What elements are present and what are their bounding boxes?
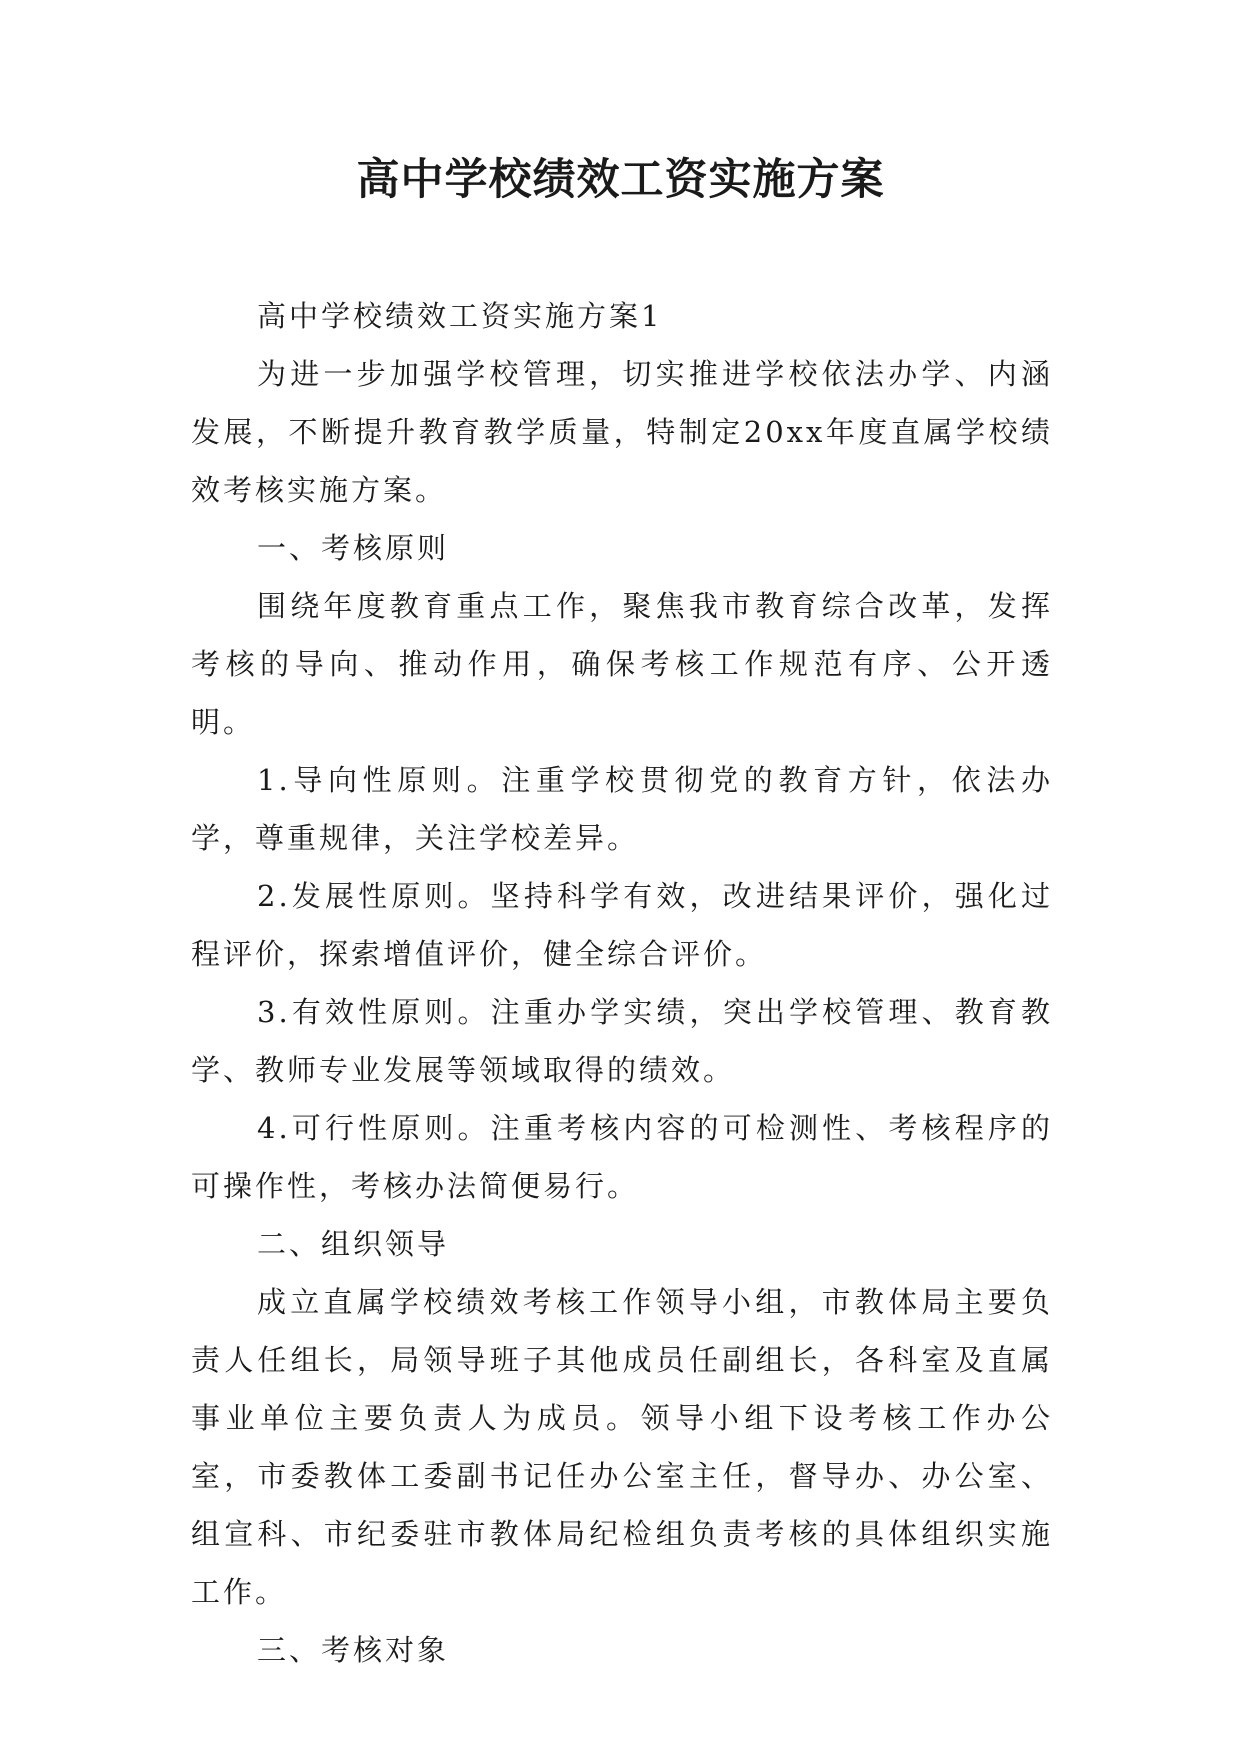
- section-heading-targets: 三、考核对象: [257, 1633, 450, 1667]
- document-body: [191, 287, 1053, 1679]
- paragraph-principles-intro: 围绕年度教育重点工作，聚焦我市教育综合改革，发挥考核的导向、推动作用，确保考核工作规范有序、公开透明。: [191, 589, 1053, 739]
- principle-3: 3.有效性原则。注重办学实绩，突出学校管理、教育教学、教师专业发展等领域取得的绩效。: [191, 995, 1053, 1087]
- principle-2: 2.发展性原则。坚持科学有效，改进结果评价，强化过程评价，探索增值评价，健全综合评价。: [191, 879, 1053, 971]
- paragraph-heading-1: 高中学校绩效工资实施方案1: [257, 299, 663, 333]
- principle-1: 1.导向性原则。注重学校贯彻党的教育方针，依法办学，尊重规律，关注学校差异。: [191, 763, 1053, 855]
- document-title: 高中学校绩效工资实施方案: [356, 155, 885, 205]
- section-heading-principles: 一、考核原则: [257, 531, 450, 565]
- section-heading-leadership: 二、组织领导: [257, 1227, 450, 1261]
- paragraph-intro: 为进一步加强学校管理，切实推进学校依法办学、内涵发展，不断提升教育教学质量，特制定20xx年度直属学校绩效考核实施方案。: [191, 357, 1053, 507]
- paragraph-leadership: 成立直属学校绩效考核工作领导小组，市教体局主要负责人任组长，局领导班子其他成员任副组长，各科室及直属事业单位主要负责人为成员。领导小组下设考核工作办公室，市委教体工委副书记任办公室主任，督导办、办公室、组宣科、市纪委驻市教体局纪检组负责考核的具体组织实施工作。: [191, 1285, 1053, 1609]
- principle-4: 4.可行性原则。注重考核内容的可检测性、考核程序的可操作性，考核办法简便易行。: [191, 1111, 1053, 1203]
